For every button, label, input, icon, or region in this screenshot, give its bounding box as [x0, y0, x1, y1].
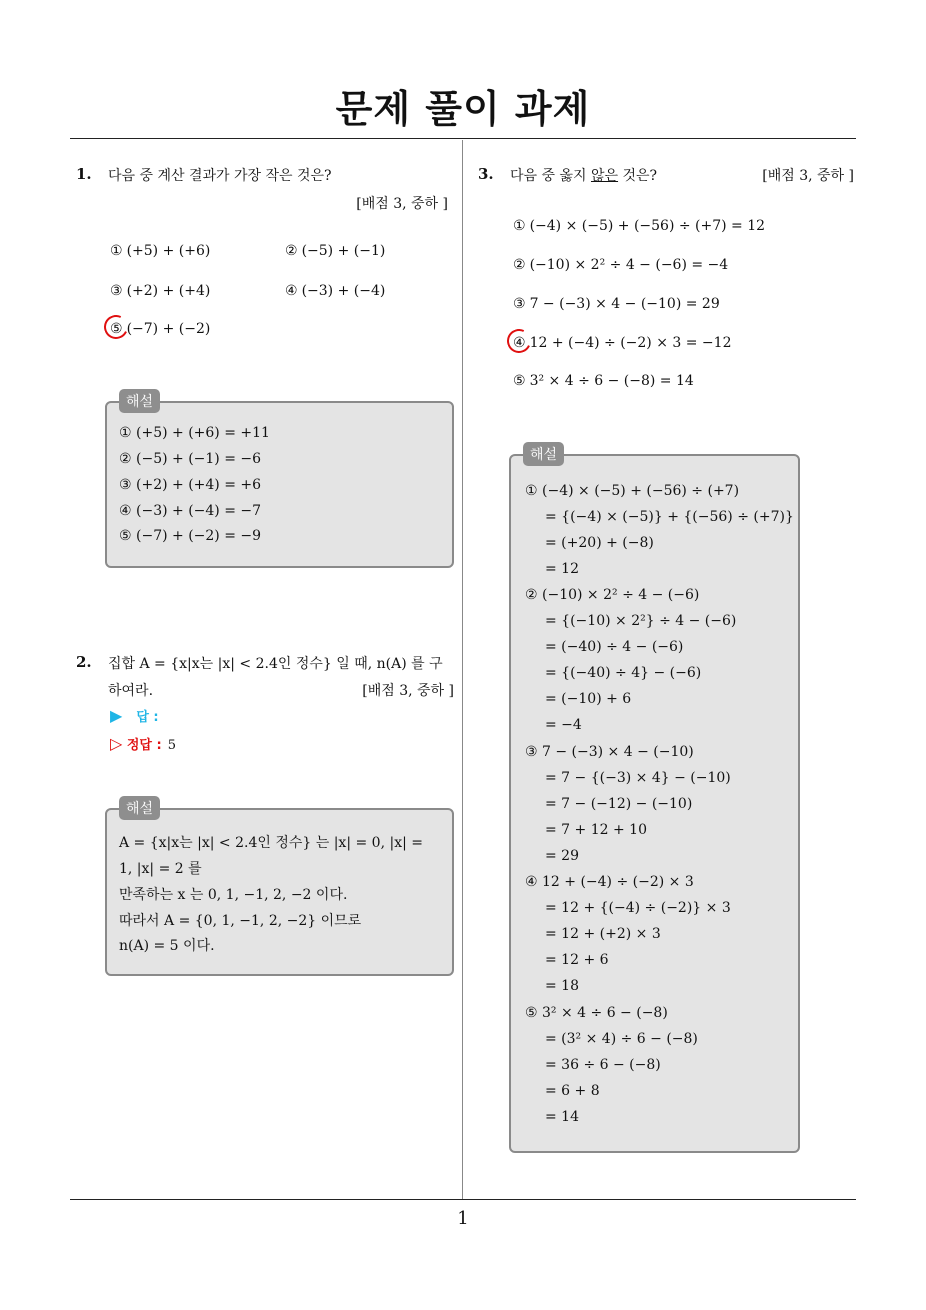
solution-line: = −4 [545, 717, 582, 733]
question-number: 1. [76, 165, 92, 183]
q1-choice-3[interactable]: ③ (+2) + (+4) [110, 283, 211, 299]
question-number: 2. [76, 653, 92, 671]
score-label: [배점 3, 중하 ] [762, 168, 854, 184]
solution-line: = 36 ÷ 6 − (−8) [545, 1057, 661, 1073]
question-text-line1: 집합 A = {x|x는 |x| < 2.4인 정수} 일 때, n(A) 를 구 [108, 656, 443, 672]
solution-line: A = {x|x는 |x| < 2.4인 정수} 는 |x| = 0, |x| = [119, 835, 423, 851]
solution-line: = {(−10) × 2²} ÷ 4 − (−6) [545, 613, 737, 629]
solution-line: = 7 + 12 + 10 [545, 822, 647, 838]
play-icon: ▶ [110, 706, 123, 725]
q1-choice-1[interactable]: ① (+5) + (+6) [110, 243, 211, 259]
solution-line: = (+20) + (−8) [545, 535, 654, 551]
solution-line: = (3² × 4) ÷ 6 − (−8) [545, 1031, 698, 1047]
solution-line: = 29 [545, 848, 579, 864]
solution-line: 따라서 A = {0, 1, −1, 2, −2} 이므로 [119, 913, 362, 929]
question-2 [76, 653, 454, 697]
q3-choice-5[interactable]: ⑤ 3² × 4 ÷ 6 − (−8) = 14 [513, 373, 694, 389]
solution-line: ⑤ (−7) + (−2) = −9 [119, 528, 262, 544]
correct-answer-label: 정답 : [126, 738, 162, 753]
solution-line: = 12 + {(−4) ÷ (−2)} × 3 [545, 900, 731, 916]
solution-line: = 12 + (+2) × 3 [545, 926, 661, 942]
solution-tag: 해설 [523, 442, 564, 466]
answer-label: 답 : [136, 710, 159, 725]
question-text-line2: 하여라. [108, 683, 154, 699]
q3-choice-1[interactable]: ① (−4) × (−5) + (−56) ÷ (+7) = 12 [513, 218, 766, 234]
solution-line: = 12 [545, 561, 579, 577]
selected-answer-circle [101, 312, 132, 343]
solution-box-q3 [509, 447, 800, 1153]
correct-answer-value: 5 [167, 738, 176, 753]
score-label: [배점 3, 중하 ] [356, 196, 448, 212]
solution-line: = 12 + 6 [545, 952, 609, 968]
solution-line: = 6 + 8 [545, 1083, 600, 1099]
column-divider [462, 140, 463, 1200]
solution-line: 만족하는 x 는 0, 1, −1, 2, −2 이다. [119, 887, 348, 903]
solution-line: ② (−10) × 2² ÷ 4 − (−6) [525, 587, 700, 603]
solution-line: = 7 − {(−3) × 4} − (−10) [545, 770, 731, 786]
question-number: 3. [478, 165, 494, 183]
footer-divider [70, 1199, 856, 1200]
solution-line: ⑤ 3² × 4 ÷ 6 − (−8) [525, 1005, 668, 1021]
question-text: 다음 중 옳지 않은 것은? [510, 168, 658, 184]
solution-box-q1 [105, 394, 454, 568]
solution-line: n(A) = 5 이다. [119, 938, 215, 954]
solution-line: ① (−4) × (−5) + (−56) ÷ (+7) [525, 483, 740, 499]
solution-tag: 해설 [119, 389, 160, 413]
header-divider [70, 138, 856, 139]
question-1 [76, 165, 448, 212]
solution-line: = 14 [545, 1109, 579, 1125]
correct-answer-row [110, 734, 176, 753]
answer-row[interactable] [110, 706, 159, 725]
solution-box-q2 [105, 801, 454, 976]
solution-line: = {(−40) ÷ 4} − (−6) [545, 665, 702, 681]
q1-choice-4[interactable]: ④ (−3) + (−4) [285, 283, 386, 299]
solution-line: ③ 7 − (−3) × 4 − (−10) [525, 744, 694, 760]
q3-choice-4[interactable]: ④ 12 + (−4) ÷ (−2) × 3 = −12 [513, 335, 731, 351]
solution-tag: 해설 [119, 796, 160, 820]
q3-choice-3[interactable]: ③ 7 − (−3) × 4 − (−10) = 29 [513, 296, 720, 312]
triangle-outline-icon: ▷ [110, 734, 123, 753]
score-label: [배점 3, 중하 ] [362, 683, 454, 699]
solution-line: = 18 [545, 978, 579, 994]
q3-choice-2[interactable]: ② (−10) × 2² ÷ 4 − (−6) = −4 [513, 257, 729, 273]
q1-choice-2[interactable]: ② (−5) + (−1) [285, 243, 386, 259]
solution-line: = {(−4) × (−5)} + {(−56) ÷ (+7)} [545, 509, 794, 525]
underlined-word: 않은 [590, 168, 619, 184]
solution-line: 1, |x| = 2 를 [119, 861, 202, 877]
solution-line: ④ (−3) + (−4) = −7 [119, 503, 262, 519]
solution-line: ④ 12 + (−4) ÷ (−2) × 3 [525, 874, 694, 890]
question-3 [478, 165, 854, 187]
solution-line: ③ (+2) + (+4) = +6 [119, 477, 262, 493]
solution-line: ② (−5) + (−1) = −6 [119, 451, 262, 467]
solution-line: = (−40) ÷ 4 − (−6) [545, 639, 684, 655]
page-number: 1 [457, 1208, 469, 1229]
solution-line: = (−10) + 6 [545, 691, 632, 707]
page-title: 문제 풀이 과제 [335, 87, 591, 131]
question-text: 다음 중 계산 결과가 가장 작은 것은? [108, 168, 332, 184]
solution-line: ① (+5) + (+6) = +11 [119, 425, 270, 441]
q1-choice-5[interactable]: ⑤ (−7) + (−2) [110, 321, 210, 337]
selected-answer-circle [504, 326, 535, 357]
solution-line: = 7 − (−12) − (−10) [545, 796, 693, 812]
